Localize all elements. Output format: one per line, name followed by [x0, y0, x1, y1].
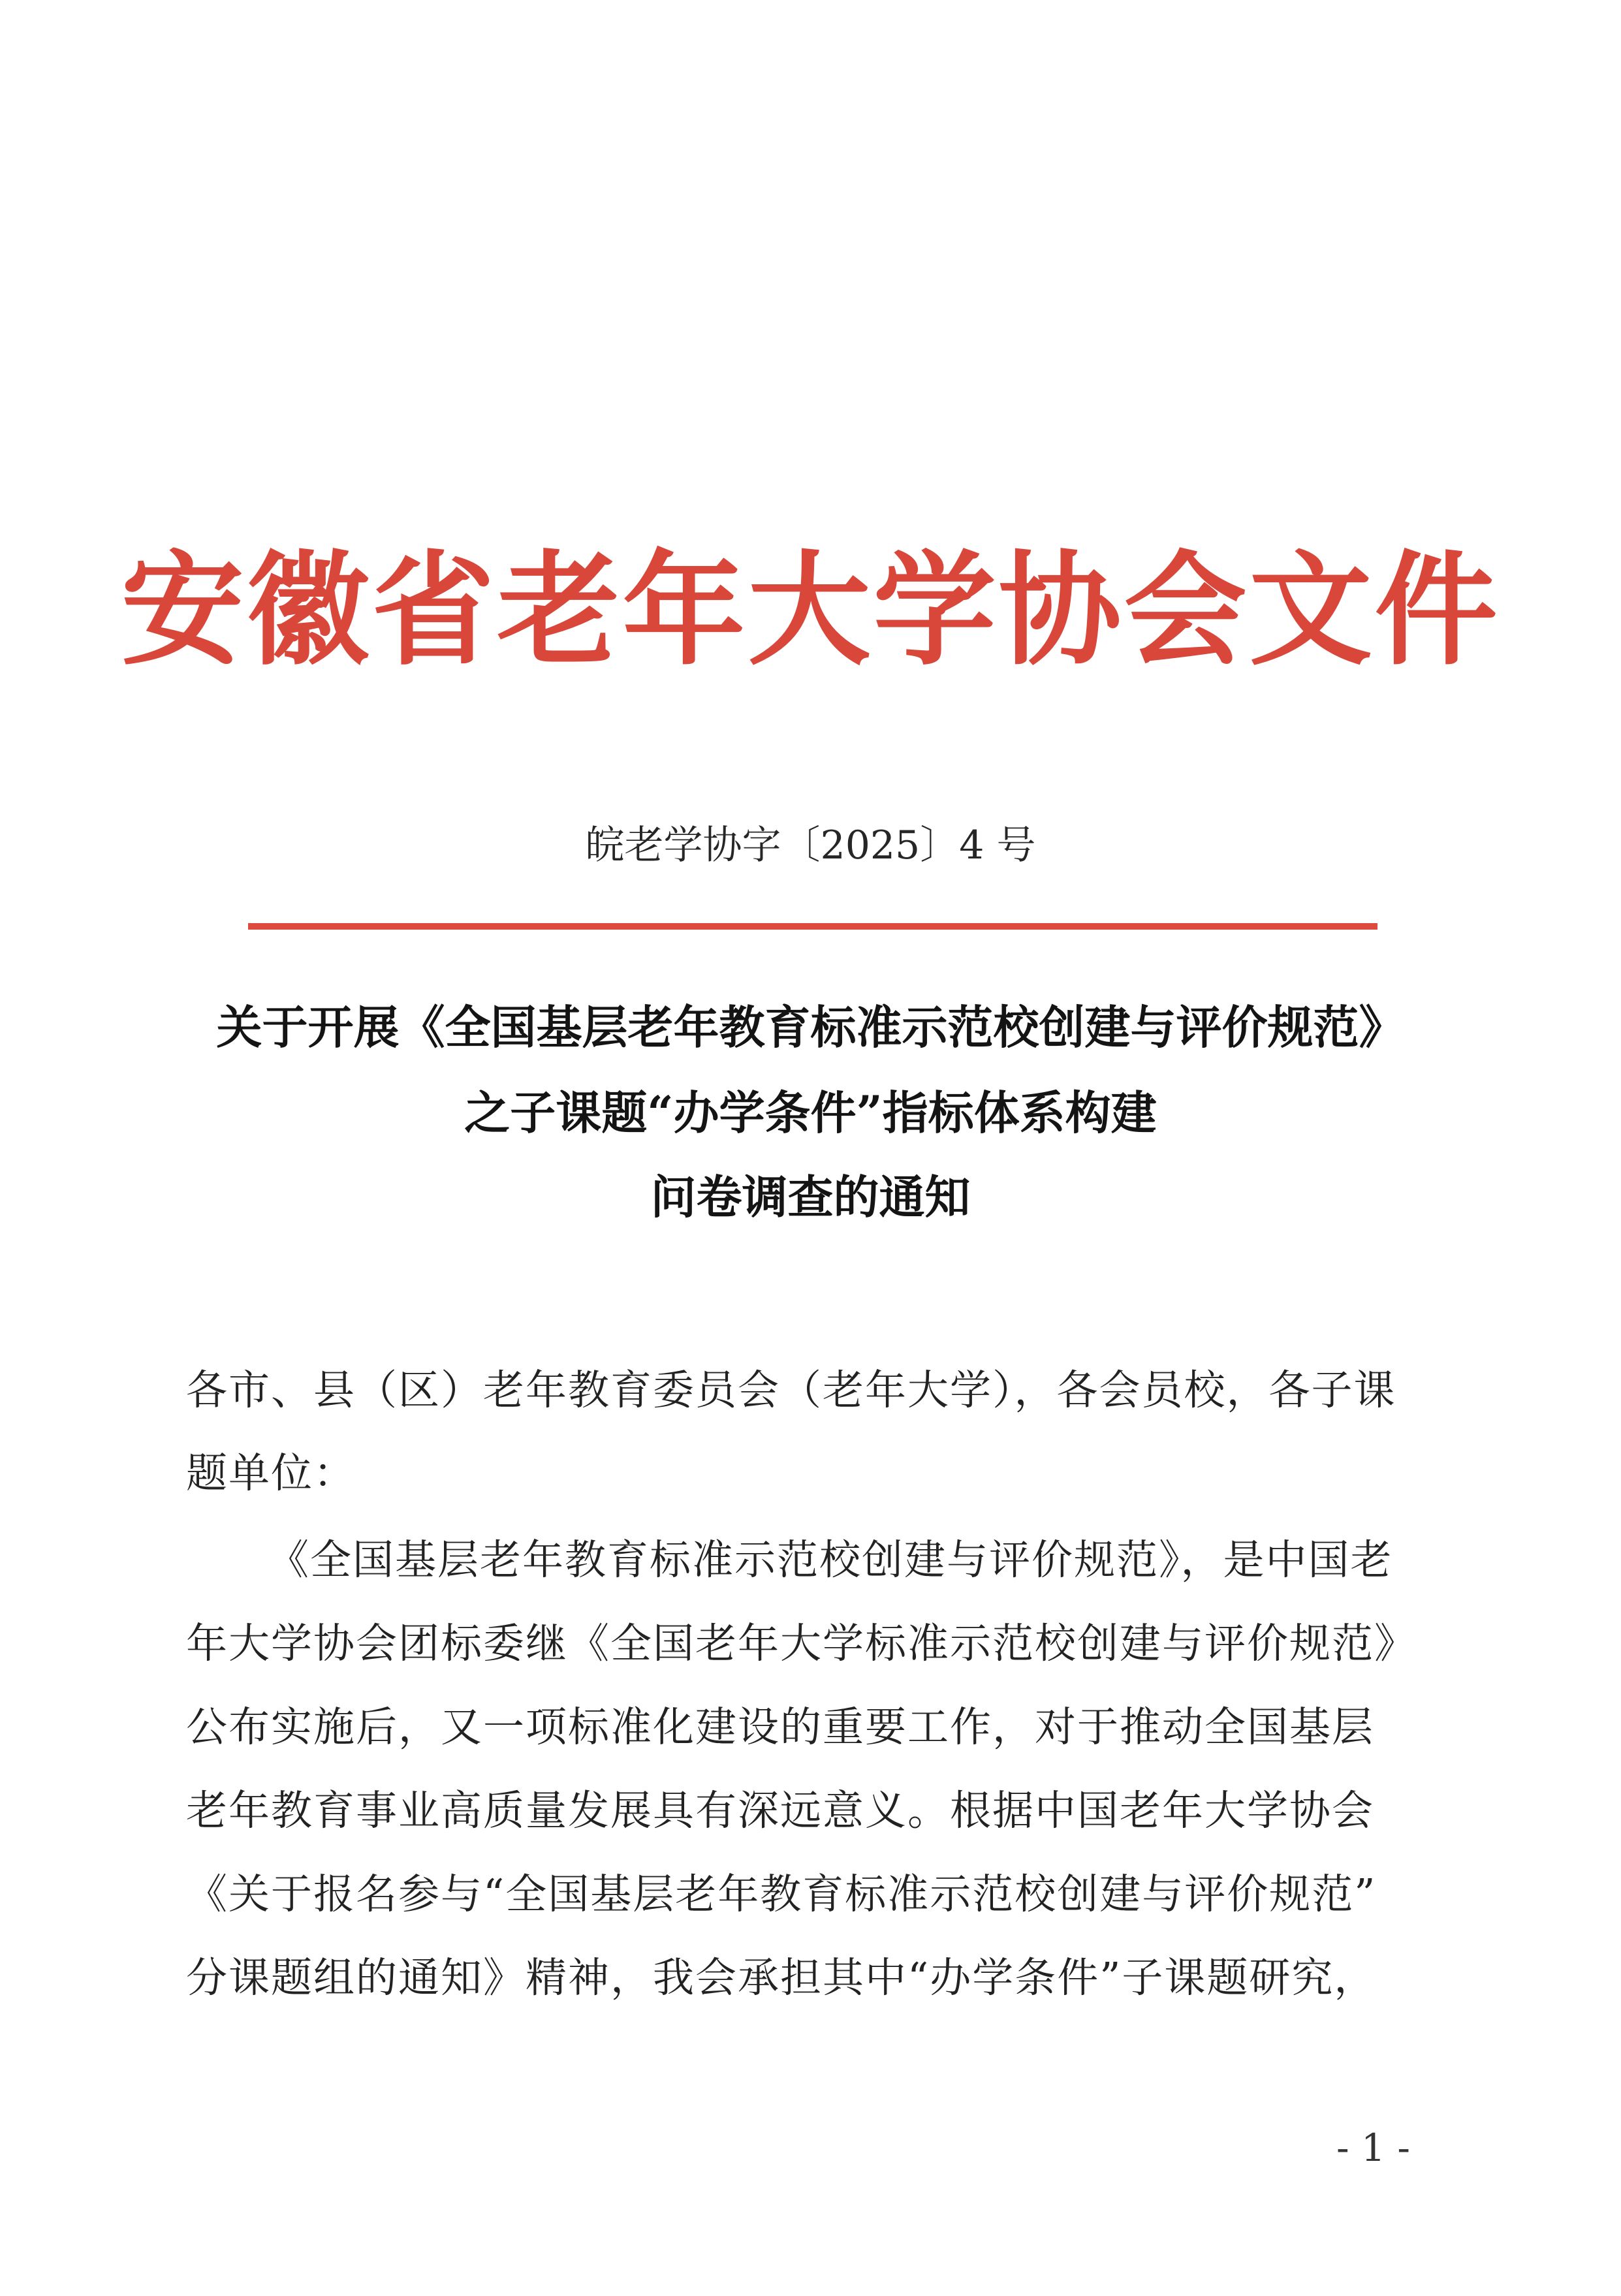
notice-title-line-2: 之子课题“办学条件”指标体系构建 — [464, 1086, 1157, 1140]
document-number: 皖老学协字〔2025〕4 号 — [585, 823, 1036, 868]
body-line-8: 分课题组的通知》精神，我会承担其中“办学条件”子课题研究， — [186, 1954, 1377, 2002]
body-line-3: 《全国基层老年教育标准示范校创建与评价规范》，是中国老 — [268, 1536, 1393, 1584]
body-line-7: 《关于报名参与“全国基层老年教育标准示范校创建与评价规范” — [186, 1870, 1377, 1918]
body-line-5: 公布实施后，又一项标准化建设的重要工作，对于推动全国基层 — [186, 1703, 1374, 1751]
body-line-6: 老年教育事业高质量发展具有深远意义。根据中国老年大学协会 — [186, 1787, 1374, 1834]
body-line-2: 题单位： — [186, 1449, 356, 1497]
document-header-title: 安徽省老年大学协会文件 — [121, 538, 1500, 682]
notice-title-line-3: 问卷调查的通知 — [650, 1170, 971, 1224]
notice-title-line-1: 关于开展《全国基层老年教育标准示范校创建与评价规范》 — [216, 1000, 1405, 1054]
red-divider-line — [248, 923, 1377, 930]
page-number: - 1 - — [1336, 2126, 1410, 2170]
body-line-1: 各市、县（区）老年教育委员会（老年大学），各会员校，各子课 — [186, 1366, 1396, 1414]
body-line-4: 年大学协会团标委继《全国老年大学标准示范校创建与评价规范》 — [186, 1620, 1417, 1667]
